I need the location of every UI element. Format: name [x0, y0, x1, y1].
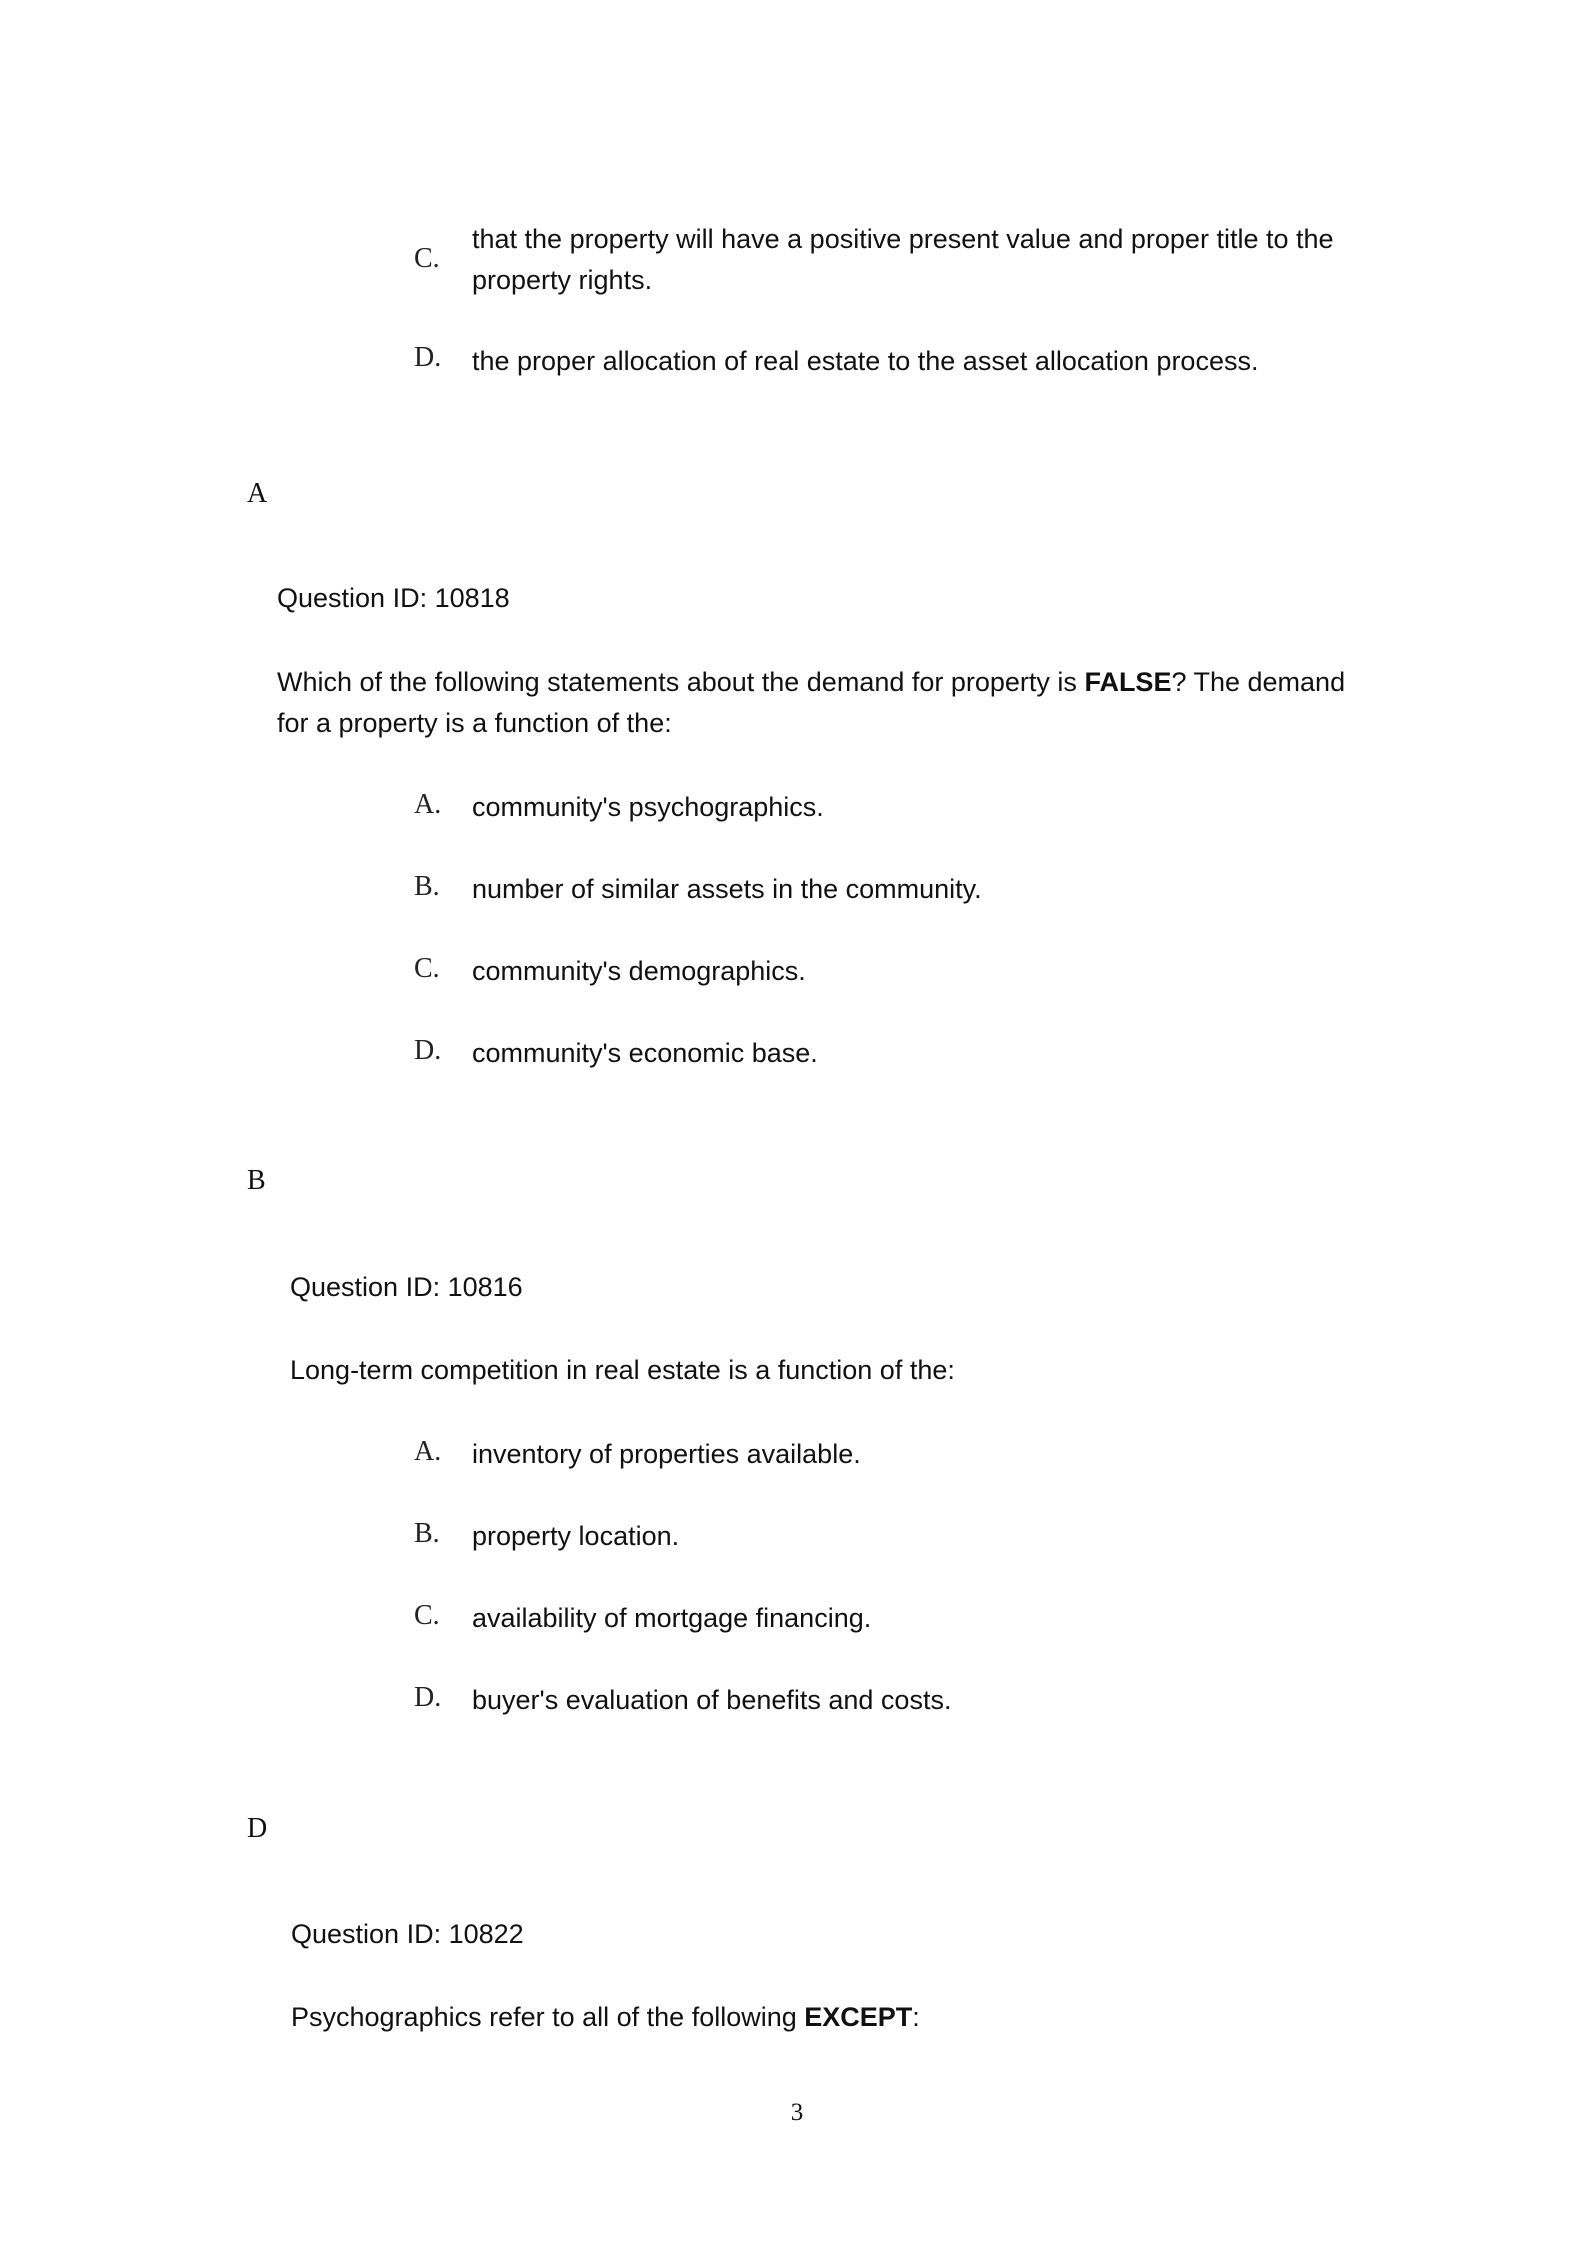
option-text: the proper allocation of real estate to the asset allocation process. — [472, 346, 1259, 376]
question-stem: Which of the following statements about the demand for property is FALSE? The demand for a property is a function of the: — [277, 667, 1346, 738]
option-text: availability of mortgage financing. — [472, 1603, 872, 1633]
option-text: inventory of properties available. — [472, 1439, 861, 1469]
option-text: property location. — [472, 1521, 680, 1551]
option-letter: B. — [414, 1518, 440, 1549]
page-number: 3 — [790, 2099, 804, 2126]
option-letter: A. — [414, 1436, 442, 1467]
question-id: Question ID: 10822 — [291, 1919, 524, 1949]
question-id: Question ID: 10816 — [290, 1272, 523, 1302]
option-letter: C. — [414, 953, 440, 984]
option-text: buyer's evaluation of benefits and costs. — [472, 1685, 952, 1715]
option-text: community's demographics. — [472, 956, 806, 986]
question-stem: Long-term competition in real estate is a function of the: — [290, 1355, 955, 1385]
answer-key: A — [247, 478, 268, 509]
answer-key: B — [247, 1165, 266, 1196]
option-text: number of similar assets in the community. — [472, 874, 982, 904]
question-id: Question ID: 10818 — [277, 583, 510, 613]
option-text: community's economic base. — [472, 1038, 818, 1068]
option-letter: D. — [414, 1035, 442, 1066]
option-letter: B. — [414, 871, 440, 902]
answer-key: D — [247, 1813, 268, 1844]
option-letter: D. — [414, 342, 442, 373]
question-stem: Psychographics refer to all of the following EXCEPT: — [291, 2002, 920, 2032]
option-text: community's psychographics. — [472, 792, 824, 822]
option-letter: C. — [414, 1600, 440, 1631]
option-text: that the property will have a positive present value and proper title to the property rights. — [472, 224, 1334, 295]
option-letter: A. — [414, 789, 442, 820]
option-letter: D. — [414, 1682, 442, 1713]
option-letter: C. — [414, 243, 440, 274]
